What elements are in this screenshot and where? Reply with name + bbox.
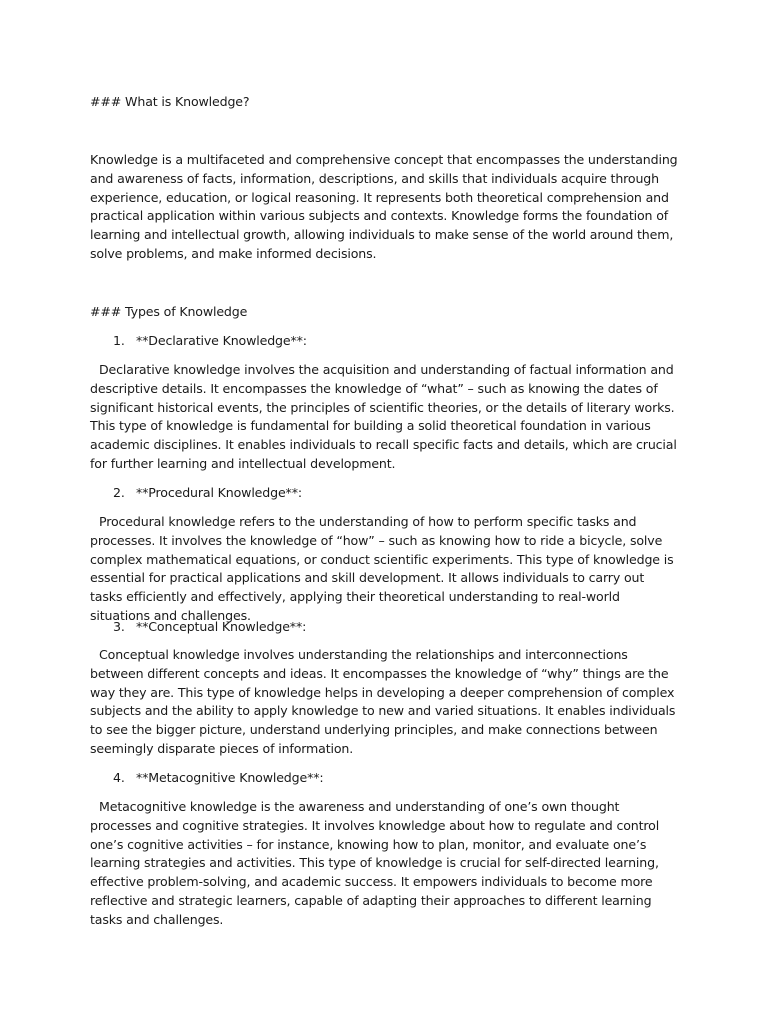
list-number: 2.: [113, 485, 125, 500]
list-title: **Procedural Knowledge**:: [136, 485, 302, 500]
list-title: **Metacognitive Knowledge**:: [136, 770, 324, 785]
list-item-conceptual: [113, 618, 306, 637]
metacognitive-paragraph: Metacognitive knowledge is the awareness and understanding of one’s own thought processes and cognitive strategies. It involves knowledge about how to regulate and control one’s cognitive activities – for instance, knowing how to plan, monitor, and evaluate one’s learning strategies and activities. This type of knowledge is crucial for self-directed learning, effective problem-solving, and academic success. It empowers individuals to become more reflective and strategic learners, capable of adapting their approaches to different learning tasks and challenges.: [90, 799, 660, 927]
list-item-procedural: [113, 484, 302, 503]
heading-types-of-knowledge: ### Types of Knowledge: [90, 304, 248, 319]
list-title: **Declarative Knowledge**:: [136, 333, 307, 348]
list-number: 3.: [113, 619, 125, 634]
procedural-paragraph: Procedural knowledge refers to the understanding of how to perform specific tasks and processes. It involves the knowledge of “how” – such as knowing how to ride a bicycle, solve complex mathematical equations, or conduct scientific experiments. This type of knowledge is essential for practical applications and skill development. It allows individuals to carry out tasks efficiently and effectively, applying their theoretical understanding to real-world situations and challenges.: [90, 514, 674, 623]
intro-paragraph: Knowledge is a multifaceted and comprehensive concept that encompasses the understanding and awareness of facts, information, descriptions, and skills that individuals acquire through experience, education, or logical reasoning. It represents both theoretical comprehension and practical application within various subjects and contexts. Knowledge forms the foundation of learning and intellectual growth, allowing individuals to make sense of the world around them, solve problems, and make informed decisions.: [90, 152, 678, 261]
heading-what-is-knowledge: ### What is Knowledge?: [90, 94, 250, 109]
list-number: 4.: [113, 770, 125, 785]
list-title: **Conceptual Knowledge**:: [136, 619, 307, 634]
list-item-declarative: [113, 332, 307, 351]
list-item-metacognitive: [113, 769, 323, 788]
declarative-paragraph: Declarative knowledge involves the acquisition and understanding of factual information and descriptive details. It encompasses the knowledge of “what” – such as knowing the dates of significant historical events, the principles of scientific theories, or the details of literary works. This type of knowledge is fundamental for building a solid theoretical foundation in various academic disciplines. It enables individuals to recall specific facts and details, which are crucial for further learning and intellectual development.: [90, 362, 677, 471]
conceptual-paragraph: Conceptual knowledge involves understanding the relationships and interconnections between different concepts and ideas. It encompasses the knowledge of “why” things are the way they are. This type of knowledge helps in developing a deeper comprehension of complex subjects and the ability to apply knowledge to new and varied situations. It enables individuals to see the bigger picture, understand underlying principles, and make connections between seemingly disparate pieces of information.: [90, 647, 676, 756]
list-number: 1.: [113, 333, 125, 348]
